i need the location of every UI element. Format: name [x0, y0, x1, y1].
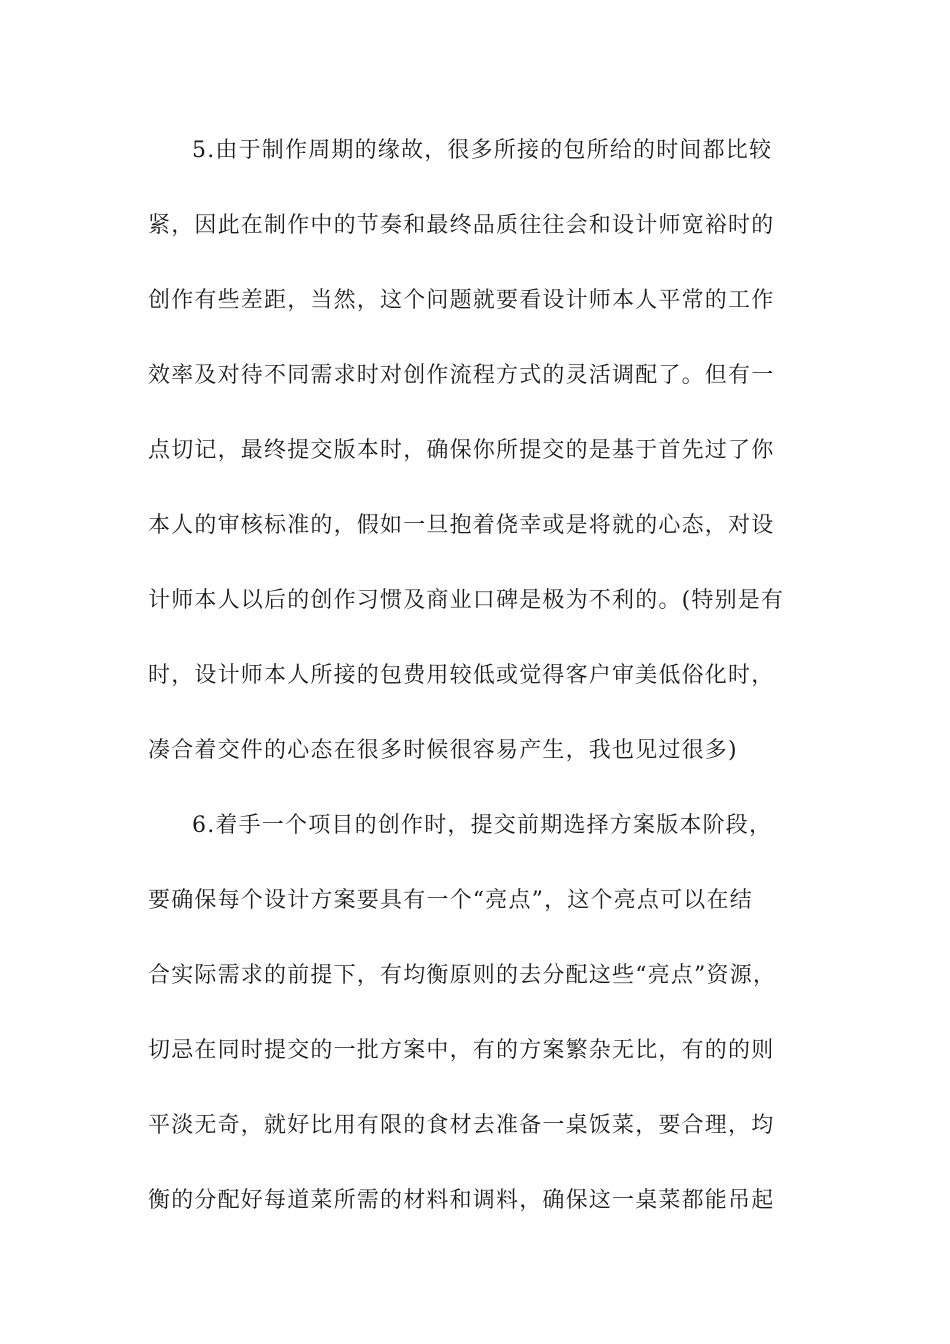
text-line-8: 时，设计师本人所接的包费用较低或觉得客户审美低俗化时， [148, 663, 775, 688]
text-line-15: 衡的分配好每道菜所需的材料和调料，确保这一桌菜都能吊起 [148, 1188, 775, 1213]
text-line-14: 平淡无奇，就好比用有限的食材去准备一桌饭菜，要合理，均 [148, 1113, 775, 1138]
text-line-4: 效率及对待不同需求时对创作流程方式的灵活调配了。但有一 [148, 363, 775, 388]
text-line-9: 凑合着交件的心态在很多时候很容易产生，我也见过很多) [148, 738, 738, 763]
text-line-5: 点切记，最终提交版本时，确保你所提交的是基于首先过了你 [148, 438, 775, 463]
text-line-6: 本人的审核标准的，假如一旦抱着侥幸或是将就的心态，对设 [148, 513, 775, 538]
text-line-3: 创作有些差距，当然，这个问题就要看设计师本人平常的工作 [148, 288, 775, 313]
text-line-1: 5.由于制作周期的缘故，很多所接的包所给的时间都比较 [192, 138, 773, 163]
text-line-13: 切忌在同时提交的一批方案中，有的方案繁杂无比，有的的则 [148, 1038, 775, 1063]
text-line-7: 计师本人以后的创作习惯及商业口碑是极为不利的。(特别是有 [148, 588, 785, 613]
text-line-10: 6.着手一个项目的创作时，提交前期选择方案版本阶段， [192, 813, 773, 838]
document-body [148, 130, 808, 1255]
text-line-2: 紧，因此在制作中的节奏和最终品质往往会和设计师宽裕时的 [148, 213, 775, 238]
text-line-11: 要确保每个设计方案要具有一个“亮点”，这个亮点可以在结 [148, 888, 753, 913]
text-line-12: 合实际需求的前提下，有均衡原则的去分配这些“亮点”资源， [148, 963, 777, 988]
